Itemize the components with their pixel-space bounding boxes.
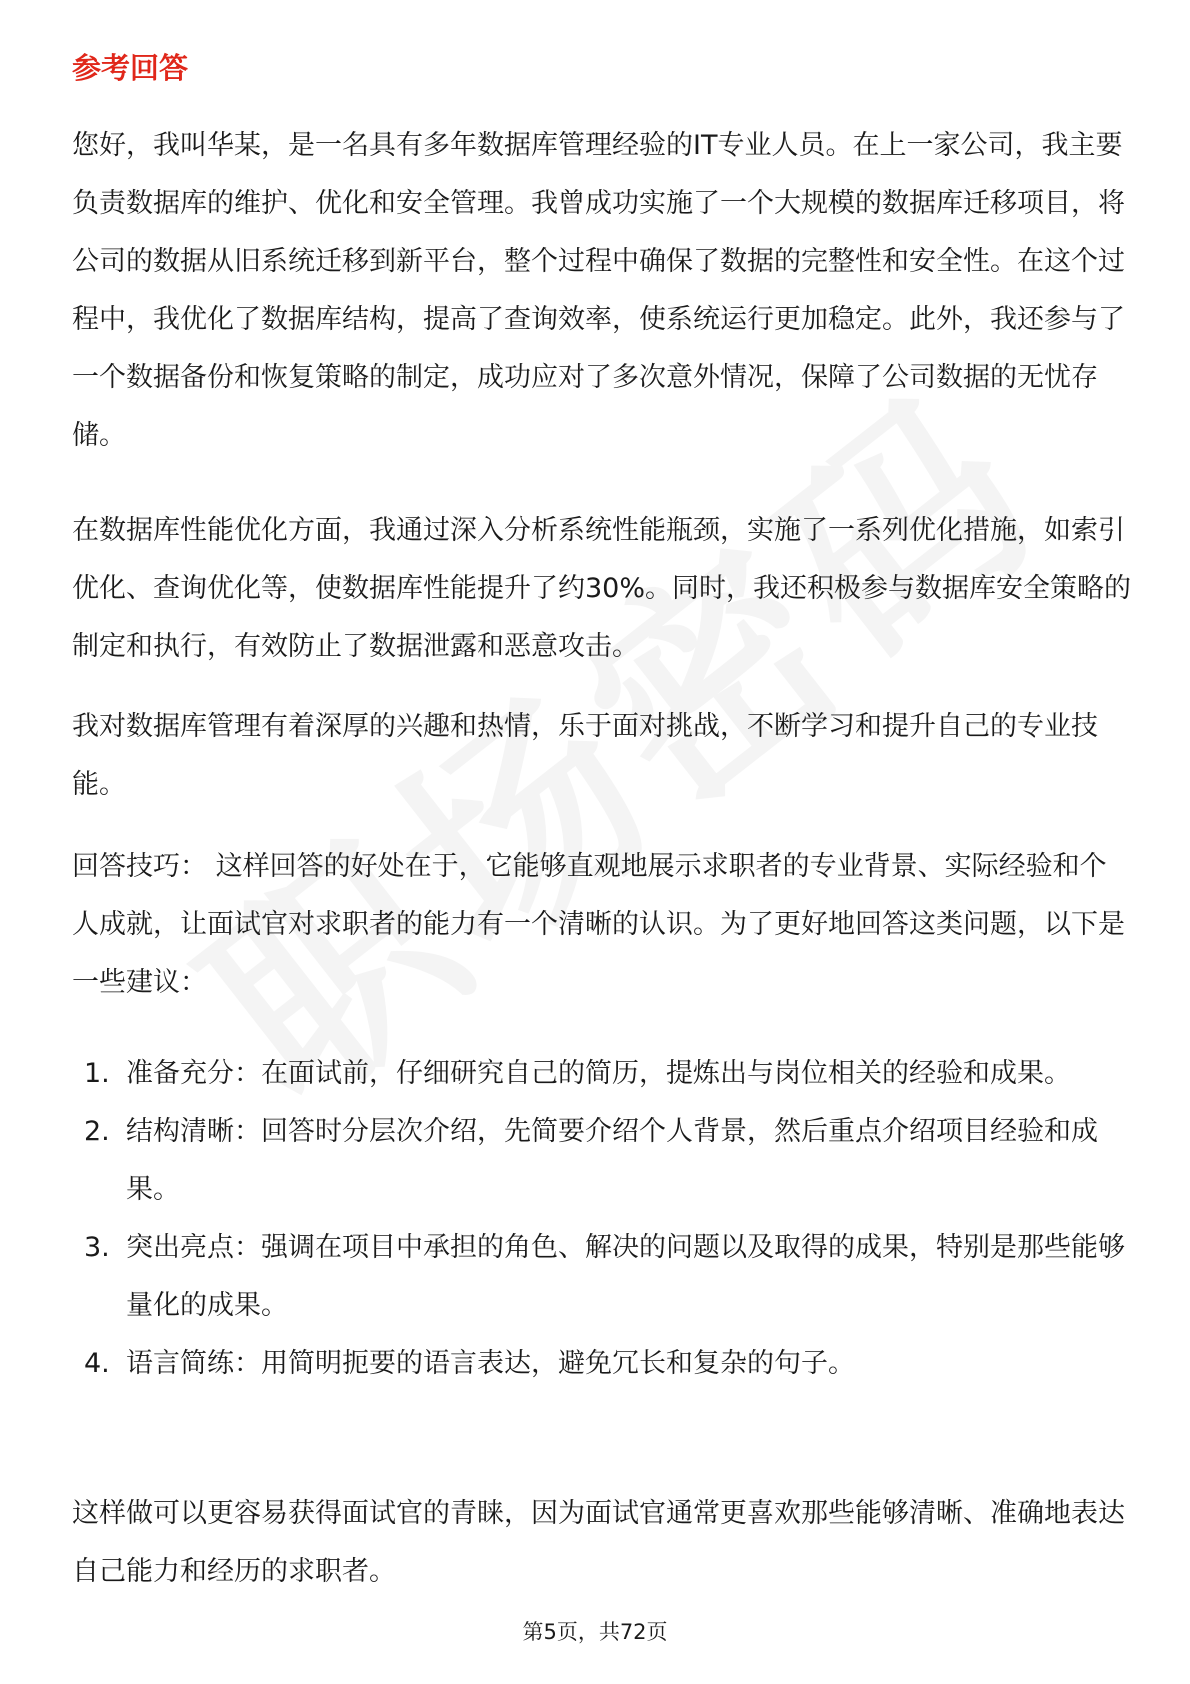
answer-paragraph-3: 我对数据库管理有着深厚的兴趣和热情，乐于面对挑战，不断学习和提升自己的专业技能。: [72, 711, 1098, 800]
tips-intro-paragraph: 回答技巧： 这样回答的好处在于，它能够直观地展示求职者的专业背景、实际经验和个人成就，让面试官对求职者的能力有一个清晰的认识。为了更好地回答这类问题，以下是一些建议：: [72, 851, 1125, 998]
list-text: 突出亮点：强调在项目中承担的角色、解决的问题以及取得的成果，特别是那些能够量化的成果。: [126, 1232, 1125, 1321]
list-number: 3.: [84, 1232, 110, 1263]
list-text: 结构清晰：回答时分层次介绍，先简要介绍个人背景，然后重点介绍项目经验和成果。: [126, 1116, 1098, 1205]
list-number: 4.: [84, 1348, 110, 1379]
list-item: [72, 1219, 1132, 1335]
closing-paragraph: 这样做可以更容易获得面试官的青睐，因为面试官通常更喜欢那些能够清晰、准确地表达自己能力和经历的求职者。: [72, 1498, 1125, 1587]
list-item: [72, 1045, 1132, 1103]
list-number: 2.: [84, 1116, 110, 1147]
list-item: [72, 1103, 1132, 1219]
list-text: 语言简练：用简明扼要的语言表达，避免冗长和复杂的句子。: [126, 1348, 855, 1379]
tips-list: [72, 1045, 1132, 1393]
answer-paragraph-1: 您好，我叫华某，是一名具有多年数据库管理经验的IT专业人员。在上一家公司，我主要负责数据库的维护、优化和安全管理。我曾成功实施了一个大规模的数据库迁移项目，将公司的数据从旧系统迁移到新平台，整个过程中确保了数据的完整性和安全性。在这个过程中，我优化了数据库结构，提高了查询效率，使系统运行更加稳定。此外，我还参与了一个数据备份和恢复策略的制定，成功应对了多次意外情况，保障了公司数据的无忧存储。: [72, 130, 1125, 451]
answer-paragraph-2: 在数据库性能优化方面，我通过深入分析系统性能瓶颈，实施了一系列优化措施，如索引优化、查询优化等，使数据库性能提升了约30%。同时，我还积极参与数据库安全策略的制定和执行，有效防止了数据泄露和恶意攻击。: [72, 515, 1132, 662]
section-title: 参考回答: [72, 51, 189, 85]
list-item: [72, 1335, 1132, 1393]
list-text: 准备充分：在面试前，仔细研究自己的简历，提炼出与岗位相关的经验和成果。: [126, 1058, 1071, 1089]
list-number: 1.: [84, 1058, 110, 1089]
page-number: 第5页，共72页: [522, 1620, 668, 1644]
